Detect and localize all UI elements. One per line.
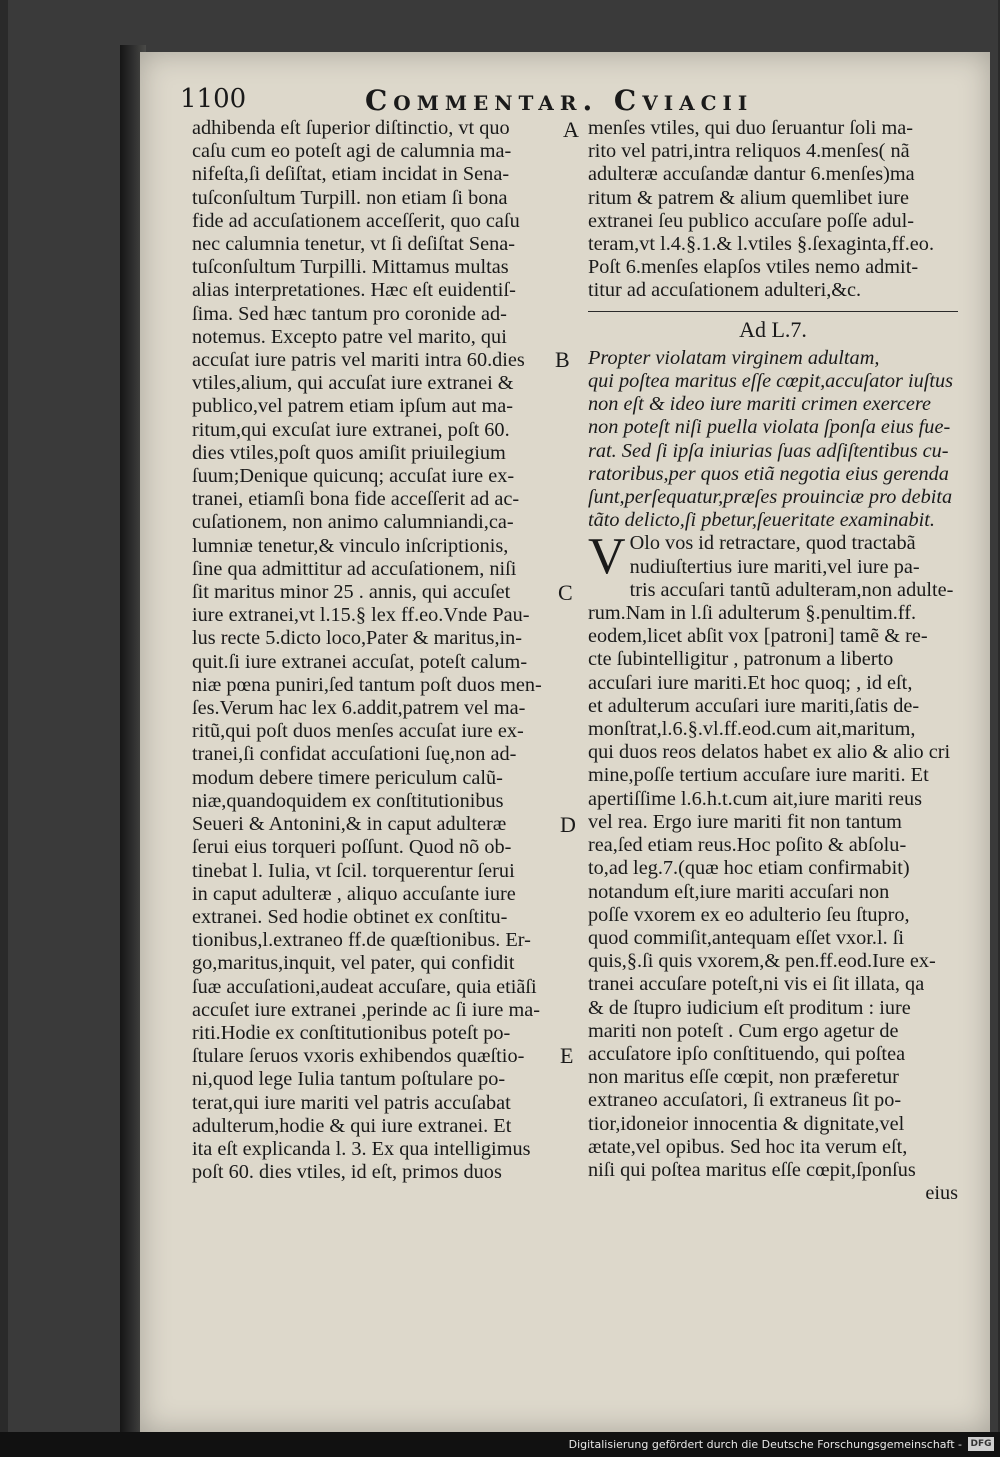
dfg-logo-icon: DFG (968, 1437, 994, 1451)
margin-letter-c: C (558, 580, 573, 605)
text-line: menſes vtiles, qui duo ſeruantur ſoli ma- (588, 117, 913, 139)
law-line: non poteſt niſi puella violata ſponſa eius fue- (588, 416, 951, 439)
left-column (192, 117, 568, 1184)
text-line: accuſatore ipſo conſtituendo, qui poſtea (588, 1042, 906, 1065)
running-head: Commentar. Cviacii (365, 84, 754, 117)
text-line: ſuum;Denique quicunq; accuſat iure ex- (192, 465, 515, 488)
text-line: tranei, etiamſi bona fide acceſſerit ad ac- (192, 488, 520, 511)
text-line: quit.ſi iure extranei accuſat, poteſt calum- (192, 650, 528, 673)
law-line: non eſt & ideo iure mariti crimen exercere (588, 393, 931, 416)
text-line: tranei,ſi confidat accuſationi ſuę,non ad- (192, 743, 517, 766)
text-line: accuſat iure patris vel mariti intra 60.dies (192, 349, 525, 372)
catchword: eius (925, 1182, 958, 1205)
text-line: iure extranei,vt l.15.§ lex ff.eo.Vnde Pau- (192, 604, 530, 627)
text-line: nec calumnia tenetur, vt ſi deſiſtat Sena- (192, 233, 516, 256)
text-line: rum.Nam in l.ſi adulterum §.penultim.ff. (588, 602, 917, 625)
text-line: extraneo accuſatori, ſi extraneus ſit po- (588, 1089, 902, 1112)
text-line: ſuæ accuſationi,audeat accuſare, quia etiãſi (192, 975, 537, 998)
text-line: vtiles,alium, qui accuſat iure extranei & (192, 372, 514, 395)
text-line: notemus. Excepto patre vel marito, qui (192, 325, 507, 348)
text-line: tranei accuſare poteſt,ni vis ei ſit illata, qa (588, 973, 925, 996)
text-line: niæ,quandoquidem ex conſtitutionibus (192, 789, 504, 812)
text-line: qui duos reos delatos habet ex alio & alio cri (588, 741, 951, 764)
law-line: rat. Sed ſi ipſa iniurias ſuas adſiſtentibus cu- (588, 439, 949, 462)
text-line: poſſe vxorem ex eo adulterio ſeu ſtupro, (588, 903, 910, 926)
law-text (588, 347, 958, 533)
text-line: accuſari iure mariti.Et hoc quoq; , id eſt, (588, 671, 913, 694)
text-line: to,ad leg.7.(quæ hoc etiam confirmabit) (588, 857, 910, 880)
margin-letter-a: A (563, 117, 579, 142)
text-line: vel rea. Ergo iure mariti fit non tantum (588, 810, 902, 833)
text-line: quis,§.ſi quis vxorem,& pen.ff.eod.Iure ex- (588, 950, 936, 973)
text-line: lumniæ tenetur,& vinculo inſcriptionis, (192, 534, 509, 557)
margin-letter-b: B (555, 347, 570, 372)
text-line: ritũ,qui poſt duos menſes accuſat iure ex- (192, 720, 524, 743)
text-line: caſu cum eo poteſt agi de calumnia ma- (192, 140, 512, 163)
text-line: tris accuſari tantũ adulteram,non adulte- (629, 578, 954, 601)
text-line: ſerui eius torqueri poſſunt. Quod nõ ob- (192, 836, 512, 859)
text-line: ni,quod lege Iulia tantum poſtulare po- (192, 1068, 506, 1091)
text-line: adulteræ accuſandæ dantur 6.menſes)ma (588, 163, 915, 186)
section-rule (588, 311, 958, 312)
text-line: fide ad accuſationem acceſſerit, quo caſu (192, 209, 520, 232)
text-line: lus recte 5.dicto loco,Pater & maritus,in- (192, 627, 523, 650)
text-line: tuſconſultum Turpill. non etiam ſi bona (192, 186, 508, 209)
section-heading: Ad L.7. (739, 316, 807, 342)
text-line: mine,poſſe tertium accuſare iure mariti. Et (588, 764, 929, 787)
text-line: ætate,vel opibus. Sed hoc ita verum eſt, (588, 1135, 908, 1158)
text-line: monſtrat,l.6.§.vl.ff.eod.cum ait,maritum, (588, 718, 916, 741)
text-line: ſima. Sed hæc tantum pro coronide ad- (192, 302, 507, 325)
page-number: 1100 (180, 84, 247, 114)
text-line: Olo vos id retractare, quod tractabã (629, 532, 916, 555)
text-line: terat,qui iure mariti vel patris accuſabat (192, 1091, 511, 1114)
text-line: dies vtiles,poſt quos amiſit priuilegium (192, 441, 506, 464)
text-line: ſes.Verum hac lex 6.addit,patrem vel ma- (192, 697, 526, 720)
text-line: publico,vel patrem etiam ipſum aut ma- (192, 395, 514, 418)
text-line: nudiuſtertius iure mariti,vel iure pa- (629, 555, 920, 578)
dropcap: V (588, 528, 626, 586)
right-top-text (588, 117, 958, 303)
text-line: mariti non poteſt . Cum ergo agetur de (588, 1019, 899, 1042)
text-line: go,maritus,inquit, vel pater, qui confidit (192, 952, 515, 975)
text-line: extranei. Sed hodie obtinet ex conſtitu- (192, 905, 508, 928)
commentary-body (588, 528, 958, 1182)
text-line: titur ad accuſationem adulteri,&c. (588, 279, 862, 302)
digitization-footer (0, 1432, 1000, 1457)
text-line: apertiſſime l.6.h.t.cum ait,iure mariti reus (588, 787, 922, 810)
text-line: ſtulare ſeruos vxoris exhibendos quæſtio- (192, 1045, 525, 1068)
margin-letter-e: E (560, 1043, 574, 1068)
text-line: alias interpretationes. Hæc eſt euidentiſ- (192, 279, 516, 302)
text-line: riti.Hodie ex conſtitutionibus poteſt po- (192, 1021, 511, 1044)
footer-credit: Digitalisierung gefördert durch die Deutsche Forschungsgemeinschaft - (568, 1438, 962, 1451)
text-line: non maritus eſſe cœpit, non præferetur (588, 1066, 899, 1089)
text-line: rito vel patri,intra reliquos 4.menſes( nã (588, 140, 910, 163)
text-line: adulterum,hodie & qui iure extranei. Et (192, 1114, 512, 1137)
text-line: cuſationem, non animo calumniandi,ca- (192, 511, 514, 534)
text-line: ſit maritus minor 25 . annis, qui accuſet (192, 581, 511, 604)
text-line: poſt 60. dies vtiles, id eſt, primos duos (192, 1161, 502, 1184)
text-line: niæ pœna puniri,ſed tantum poſt duos men- (192, 673, 542, 696)
law-line: qui poſtea maritus eſſe cœpit,accuſator iuſtus (588, 370, 954, 393)
text-line: nifeſta,ſi deſiſtat, etiam incidat in Sena- (192, 163, 510, 186)
right-column (588, 117, 958, 1205)
text-line: niſi qui poſtea maritus eſſe cœpit,ſponſus (588, 1158, 916, 1181)
text-line: eodem,licet abſit vox [patroni] tamẽ & re- (588, 625, 928, 648)
text-line: ritum,qui excuſat iure extranei, poſt 60. (192, 418, 510, 441)
text-line: quod commiſit,antequam eſſet vxor.l. ſi (588, 926, 904, 949)
page-header (180, 84, 960, 117)
text-line: rea,ſed etiam reus.Hoc poſito & abſolu- (588, 834, 907, 857)
text-line: tinebat l. Iulia, vt ſcil. torquerentur ſerui (192, 859, 515, 882)
text-line: tior,idoneior innocentia & dignitate,vel (588, 1112, 905, 1135)
text-line: & de ſtupro iudicium eſt proditum : iure (588, 996, 911, 1019)
law-line: ſunt,perſequatur,præſes prouinciæ pro debita (588, 486, 953, 509)
text-line: Poſt 6.menſes elapſos vtiles nemo admit- (588, 256, 919, 279)
text-line: Seueri & Antonini,& in caput adulteræ (192, 813, 507, 836)
text-line: extranei ſeu publico accuſare poſſe adul- (588, 209, 915, 232)
text-line: notandum eſt,iure mariti accuſari non (588, 880, 890, 903)
text-line: teram,vt l.4.§.1.& l.vtiles §.ſexaginta,ff.eo. (588, 233, 935, 256)
law-line: tãto delicto,ſi pbetur,ſeueritate examinabit. (588, 509, 935, 532)
law-line: ratoribus,per quos etiã negotia eius gerenda (588, 462, 949, 485)
law-line: Propter violatam virginem adultam, (588, 346, 880, 369)
text-line: in caput adulteræ , aliquo accuſante iure (192, 882, 516, 905)
text-line: accuſet iure extranei ,perinde ac ſi iure ma- (192, 998, 540, 1021)
text-line: et adulterum accuſari iure mariti,ſatis de- (588, 694, 920, 717)
text-line: tionibus,l.extraneo ff.de quæſtionibus. Er- (192, 929, 531, 952)
text-line: ita eſt explicanda l. 3. Ex qua intelligimus (192, 1137, 531, 1160)
text-line: modum debere timere periculum calũ- (192, 766, 503, 789)
text-line: cte ſubintelligitur , patronum a liberto (588, 648, 894, 671)
text-line: ſine qua admittitur ad accuſationem, niſi (192, 557, 517, 580)
margin-letter-d: D (560, 812, 576, 837)
text-line: ritum & patrem & alium quemlibet iure (588, 186, 910, 209)
text-line: tuſconſultum Turpilli. Mittamus multas (192, 256, 509, 279)
text-line: adhibenda eſt ſuperior diſtinctio, vt quo (192, 117, 510, 139)
